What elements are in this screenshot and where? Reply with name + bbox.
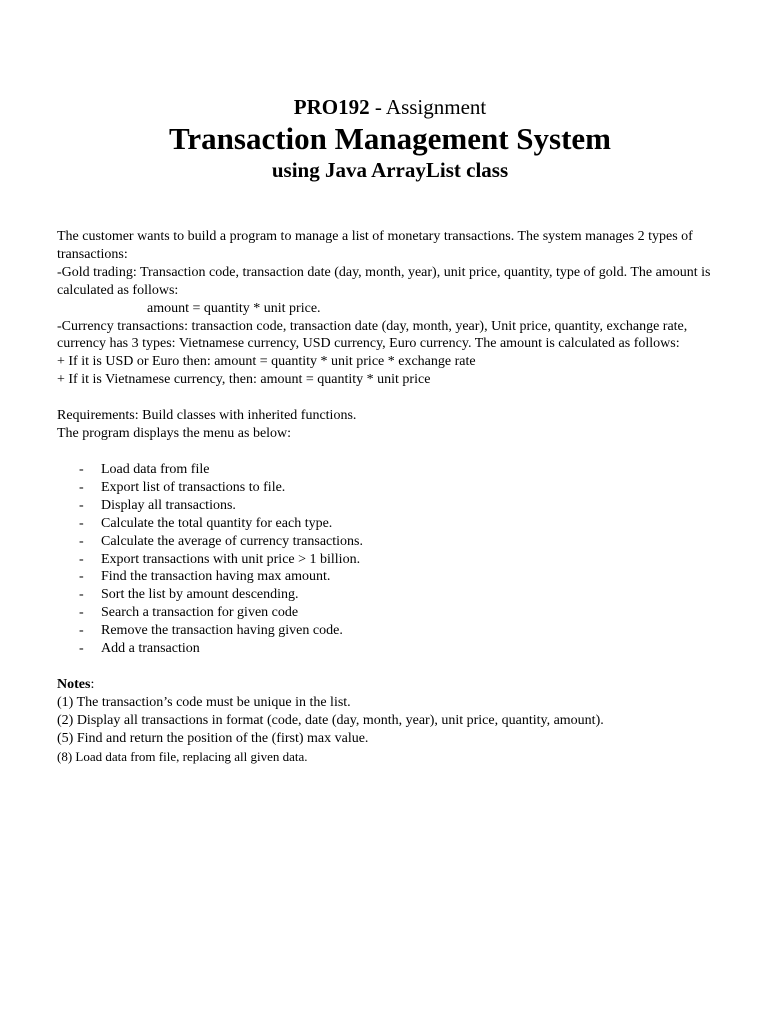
list-dash: - [79,497,84,513]
menu-item-label: Load data from file [101,461,210,477]
list-dash: - [79,551,84,567]
list-dash: - [79,461,84,477]
document-title: Transaction Management System [169,121,611,156]
list-dash: - [79,587,84,603]
menu-item-label: Sort the list by amount descending. [101,587,299,603]
menu-item-label: Export list of transactions to file. [101,479,286,495]
currency-paragraph: -Currency transactions: transaction code, transaction date (day, month, year), Unit price, quantity, exchange rate, currency has 3 types: Vietnamese currency, USD currency, Euro currency. The amount is calculated as follows: [57,318,688,352]
note-item: (1) The transaction’s code must be unique in the list. [57,694,351,710]
list-dash: - [79,623,84,639]
gold-formula: amount = quantity * unit price. [147,300,321,316]
document-subtitle: using Java ArrayList class [271,158,509,182]
menu-item [57,515,717,533]
list-dash: - [79,515,84,531]
note-item: (5) Find and return the position of the (first) max value. [57,730,369,746]
course-assignment-label: - Assignment [369,95,487,119]
notes-colon: : [90,676,95,692]
menu-item [57,461,717,479]
menu-list [57,461,717,658]
menu-item [57,551,717,569]
list-dash: - [79,533,84,549]
menu-intro-line: The program displays the menu as below: [57,426,292,442]
requirements-line: Requirements: Build classes with inherited functions. [57,408,357,424]
menu-item-label: Add a transaction [101,641,200,657]
note-item: (2) Display all transactions in format (code, date (day, month, year), unit price, quantity, amount). [57,712,604,728]
list-dash: - [79,605,84,621]
menu-item [57,586,717,604]
menu-item [57,479,717,497]
list-dash: - [79,641,84,657]
menu-item-label: Search a transaction for given code [101,605,299,621]
menu-item-label: Export transactions with unit price > 1 billion. [101,551,361,567]
menu-item-label: Calculate the total quantity for each type. [101,515,333,531]
menu-item-label: Display all transactions. [101,497,236,513]
gold-trading-paragraph: -Gold trading: Transaction code, transaction date (day, month, year), unit price, quantity, type of gold. The amount is calculated as follows: [57,264,711,298]
menu-item-label: Remove the transaction having given code. [101,623,343,639]
list-dash: - [79,479,84,495]
menu-item [57,568,717,586]
vnd-rule: + If it is Vietnamese currency, then: amount = quantity * unit price [57,372,431,388]
notes-heading [57,676,717,694]
list-dash: - [79,569,84,585]
course-title [0,94,768,120]
menu-item [57,604,717,622]
menu-item-label: Find the transaction having max amount. [101,569,331,585]
course-code: PRO192 [293,95,370,119]
menu-item [57,533,717,551]
menu-item [57,497,717,515]
menu-item-label: Calculate the average of currency transactions. [101,533,363,549]
document-body [57,228,717,765]
menu-item [57,622,717,640]
usd-euro-rule: + If it is USD or Euro then: amount = quantity * unit price * exchange rate [57,354,476,370]
menu-item [57,640,717,658]
notes-label: Notes [57,676,91,692]
intro-paragraph: The customer wants to build a program to manage a list of monetary transactions. The system manages 2 types of transactions: [57,229,693,262]
note-item: (8) Load data from file, replacing all given data. [57,748,308,764]
